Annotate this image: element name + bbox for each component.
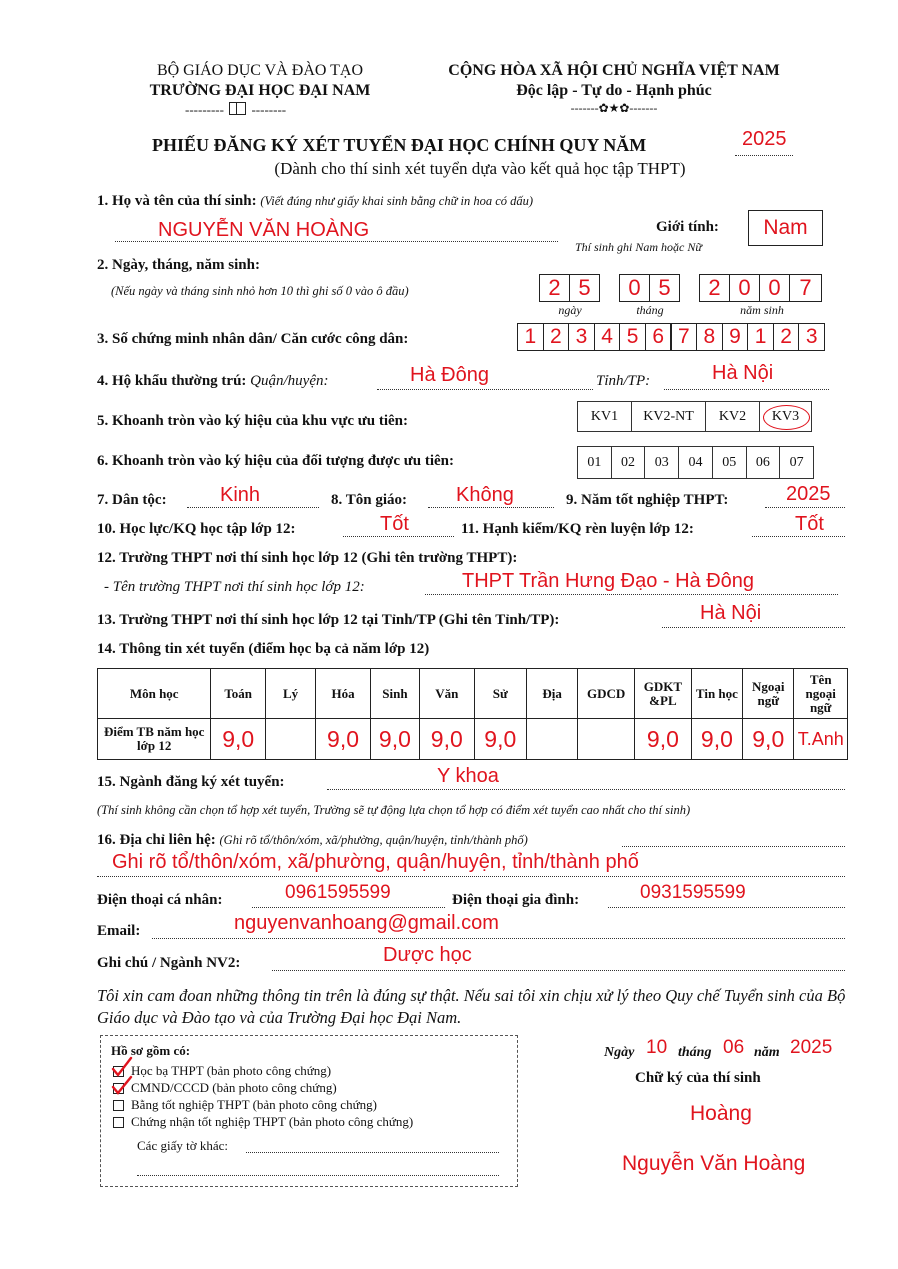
priority-object-option[interactable]: 03 [644, 446, 679, 479]
academic-result-value[interactable]: Tốt [380, 513, 409, 535]
id-digit-box[interactable]: 6 [645, 323, 672, 351]
subject-cell: Văn [420, 669, 475, 719]
high-school-value[interactable]: THPT Trần Hưng Đạo - Hà Đông [462, 570, 755, 592]
q2-hint: (Nếu ngày và tháng sinh nhỏ hơn 10 thì ghi số 0 vào ô đầu) [111, 284, 409, 298]
priority-object-option[interactable]: 04 [678, 446, 713, 479]
school-separator: --------- -------- [185, 102, 287, 117]
subject-cell: GDKT &PL [635, 669, 692, 719]
id-digit-box[interactable]: 1 [517, 323, 544, 351]
republic-name: CỘNG HÒA XÃ HỘI CHỦ NGHĨA VIỆT NAM [448, 62, 780, 79]
dossier-item: CMND/CCCD (bản photo công chứng) [131, 1080, 337, 1095]
q1-label: 1. Họ và tên của thí sinh: [97, 193, 257, 209]
score-cell[interactable] [265, 719, 315, 760]
sign-year[interactable]: 2025 [790, 1037, 833, 1058]
dossier-box [100, 1035, 518, 1187]
priority-object-option[interactable]: 07 [779, 446, 814, 479]
q9-label: 9. Năm tốt nghiệp THPT: [566, 492, 729, 508]
score-cell[interactable]: 9,0 [743, 719, 794, 760]
score-table [97, 668, 848, 760]
id-digit-box[interactable]: 3 [568, 323, 595, 351]
q12-line [425, 594, 838, 595]
email-value[interactable]: nguyenvanhoang@gmail.com [234, 912, 499, 934]
subject-cell: Tin học [691, 669, 742, 719]
school-province-value[interactable]: Hà Nội [700, 602, 762, 624]
email-line [152, 938, 845, 939]
title-year[interactable]: 2025 [742, 128, 787, 150]
province-line [664, 389, 829, 390]
id-digit-box[interactable]: 5 [619, 323, 646, 351]
score-row-label: Điểm TB năm học lớp 12 [98, 719, 211, 760]
q1-line [97, 193, 533, 210]
q2-label: 2. Ngày, tháng, năm sinh: [97, 257, 260, 273]
subject-cell: Tên ngoại ngữ [794, 669, 848, 719]
full-name-value[interactable]: NGUYỄN VĂN HOÀNG [158, 219, 370, 241]
month-caption: tháng [636, 303, 664, 317]
subject-header: Môn học [98, 669, 211, 719]
score-cell[interactable]: 9,0 [370, 719, 419, 760]
id-digit-box[interactable]: 8 [696, 323, 723, 351]
dossier-checkbox[interactable] [113, 1100, 124, 1111]
id-digit-box[interactable]: 4 [594, 323, 621, 351]
declaration-text: Tôi xin cam đoan những thông tin trên là đúng sự thật. Nếu sai tôi xin chịu xử lý theo Quy chế Tuyển sinh của Bộ Giáo dục và Đào tạo và của Trường Đại học Đại Nam. [97, 986, 846, 1027]
selected-circle-mark [763, 405, 810, 430]
subject-cell: GDCD [578, 669, 635, 719]
address-line [97, 876, 845, 877]
score-cell[interactable] [578, 719, 635, 760]
birth-month-digit[interactable]: 5 [649, 274, 680, 302]
q13-label: 13. Trường THPT nơi thí sinh học lớp 12 tại Tỉnh/TP (Ghi tên Tỉnh/TP): [97, 612, 560, 628]
q15-note: (Thí sinh không cần chọn tổ hợp xét tuyển, Trường sẽ tự động lựa chọn tổ hợp có điểm xét tuyển cao nhất cho thí sinh) [97, 803, 691, 817]
id-digit-box[interactable]: 2 [773, 323, 800, 351]
q8-label: 8. Tôn giáo: [331, 492, 407, 508]
priority-object-option[interactable]: 02 [611, 446, 646, 479]
ethnicity-value[interactable]: Kinh [220, 484, 261, 506]
id-digit-box[interactable]: 2 [543, 323, 570, 351]
birth-year-digit[interactable]: 0 [729, 274, 760, 302]
birth-year-digit[interactable]: 7 [789, 274, 822, 302]
score-cell[interactable]: 9,0 [474, 719, 526, 760]
other-docs-line [246, 1152, 499, 1153]
motto-separator: -------✿★✿------- [570, 101, 658, 115]
priority-area-kv2nt[interactable]: KV2-NT [631, 401, 706, 432]
q4-label: 4. Hộ khẩu thường trú: [97, 373, 247, 389]
subject-row [98, 669, 848, 719]
score-cell[interactable]: 9,0 [420, 719, 475, 760]
q12-sub-label: - Tên trường THPT nơi thí sinh học lớp 12: [104, 579, 365, 595]
other-docs-label: Các giấy tờ khác: [137, 1138, 228, 1153]
q12-label: 12. Trường THPT nơi thí sinh học lớp 12 (Ghi tên trường THPT): [97, 550, 518, 566]
year-caption: năm sinh [740, 303, 784, 317]
q8-line [428, 507, 554, 508]
q16-label: 16. Địa chỉ liên hệ: [97, 832, 216, 848]
dossier-item: Học bạ THPT (bản photo công chứng) [131, 1063, 332, 1078]
subject-cell: Lý [265, 669, 315, 719]
date-month-label: tháng [678, 1045, 712, 1060]
district-value[interactable]: Hà Đông [410, 364, 489, 386]
other-docs-line-2 [137, 1175, 499, 1176]
dossier-checkbox[interactable] [113, 1117, 124, 1128]
score-cell[interactable]: 9,0 [691, 719, 742, 760]
priority-area-kv3[interactable]: KV3 [759, 401, 812, 432]
subject-cell: Ngoại ngữ [743, 669, 794, 719]
major-value[interactable]: Y khoa [437, 765, 499, 787]
province-value[interactable]: Hà Nội [712, 362, 774, 384]
motto: Độc lập - Tự do - Hạnh phúc [516, 82, 712, 99]
gender-hint: Thí sinh ghi Nam hoặc Nữ [575, 240, 702, 254]
sign-day[interactable]: 10 [646, 1037, 668, 1058]
family-phone-line [608, 907, 845, 908]
title-year-line [735, 155, 793, 156]
dossier-item: Bằng tốt nghiệp THPT (bản photo công chứng) [131, 1097, 377, 1112]
id-digit-box[interactable]: 9 [722, 323, 749, 351]
score-row [98, 719, 848, 760]
q11-label: 11. Hạnh kiểm/KQ rèn luyện lớp 12: [461, 521, 694, 537]
q13-line [662, 627, 845, 628]
subject-cell: Hóa [316, 669, 371, 719]
score-cell[interactable]: 9,0 [635, 719, 692, 760]
q10-label: 10. Học lực/KQ học tập lớp 12: [97, 521, 296, 537]
subject-cell: Sinh [370, 669, 419, 719]
q16-line [97, 832, 528, 849]
q7-label: 7. Dân tộc: [97, 492, 167, 508]
gender-value[interactable]: Nam [748, 210, 823, 246]
birth-day-digit[interactable]: 5 [569, 274, 600, 302]
district-label: Quận/huyện: [250, 373, 329, 389]
conduct-value[interactable]: Tốt [795, 513, 824, 535]
birth-year-digit[interactable]: 0 [759, 274, 790, 302]
q11-line [752, 536, 845, 537]
phone-line [252, 907, 445, 908]
birth-year-digit[interactable]: 2 [699, 274, 730, 302]
score-cell[interactable]: 9,0 [316, 719, 371, 760]
q6-label: 6. Khoanh tròn vào ký hiệu của đối tượng được ưu tiên: [97, 453, 455, 469]
subject-cell: Sử [474, 669, 526, 719]
form-subtitle: (Dành cho thí sinh xét tuyển dựa vào kết quả học tập THPT) [274, 159, 686, 178]
q7-line [187, 507, 319, 508]
q9-line [765, 507, 845, 508]
q16-line-dots [622, 846, 845, 847]
school-name: TRƯỜNG ĐẠI HỌC ĐẠI NAM [149, 82, 371, 99]
q15-line [327, 789, 845, 790]
day-caption: ngày [558, 303, 582, 317]
religion-value[interactable]: Không [456, 484, 514, 506]
foreign-language-cell[interactable]: T.Anh [794, 719, 848, 760]
dossier-title: Hồ sơ gồm có: [111, 1043, 191, 1058]
dossier-item: Chứng nhận tốt nghiệp THPT (bản photo công chứng) [131, 1114, 414, 1129]
date-year-label: năm [754, 1045, 780, 1060]
q14-label: 14. Thông tin xét tuyển (điểm học bạ cả năm lớp 12) [97, 641, 430, 657]
score-cell[interactable]: 9,0 [211, 719, 266, 760]
q4-line [97, 373, 328, 390]
id-digit-box[interactable]: 1 [747, 323, 774, 351]
sign-month[interactable]: 06 [723, 1037, 745, 1058]
note-label: Ghi chú / Ngành NV2: [97, 955, 241, 971]
score-cell[interactable] [527, 719, 578, 760]
priority-area-kv1[interactable]: KV1 [577, 401, 632, 432]
checkmark-icon [109, 1055, 135, 1101]
note-value[interactable]: Dược học [383, 944, 472, 966]
q15-label: 15. Ngành đăng ký xét tuyển: [97, 774, 285, 790]
q3-label: 3. Số chứng minh nhân dân/ Căn cước công dân: [97, 331, 409, 347]
family-phone-label: Điện thoại gia đình: [452, 892, 580, 908]
q10-line [343, 536, 454, 537]
priority-object-option[interactable]: 06 [746, 446, 781, 479]
family-phone-value[interactable]: 0931595599 [640, 882, 746, 903]
address-value[interactable]: Ghi rõ tổ/thôn/xóm, xã/phường, quận/huyện, tỉnh/thành phố [112, 851, 639, 873]
id-digit-box[interactable]: 3 [798, 323, 825, 351]
book-icon [229, 102, 246, 115]
province-label: Tỉnh/TP: [596, 373, 651, 389]
q16-hint: (Ghi rõ tổ/thôn/xóm, xã/phường, quận/huyện, tỉnh/thành phố) [219, 833, 528, 847]
phone-value[interactable]: 0961595599 [285, 882, 391, 903]
form-title: PHIẾU ĐĂNG KÝ XÉT TUYỂN ĐẠI HỌC CHÍNH QUY NĂM [152, 135, 647, 155]
gender-label: Giới tính: [656, 219, 719, 235]
birth-month-digit[interactable]: 0 [619, 274, 650, 302]
signature-mark[interactable]: Hoàng [690, 1102, 752, 1125]
q5-label: 5. Khoanh tròn vào ký hiệu của khu vực ưu tiên: [97, 413, 408, 429]
district-line [377, 389, 593, 390]
signature-label: Chữ ký của thí sinh [635, 1070, 761, 1086]
subject-cell: Địa [527, 669, 578, 719]
email-label: Email: [97, 923, 141, 939]
signature-full-name[interactable]: Nguyễn Văn Hoàng [622, 1152, 806, 1175]
subject-cell: Toán [211, 669, 266, 719]
note-line [272, 970, 845, 971]
date-day-label: Ngày [604, 1045, 635, 1060]
birth-day-digit[interactable]: 2 [539, 274, 570, 302]
priority-area-kv2[interactable]: KV2 [705, 401, 760, 432]
graduation-year-value[interactable]: 2025 [786, 483, 831, 505]
q1-hint: (Viết đúng như giấy khai sinh bằng chữ in hoa có dấu) [260, 194, 534, 208]
id-digit-box[interactable]: 7 [671, 323, 698, 351]
priority-object-option[interactable]: 01 [577, 446, 612, 479]
priority-object-option[interactable]: 05 [712, 446, 747, 479]
ministry-name: BỘ GIÁO DỤC VÀ ĐÀO TẠO [156, 62, 364, 79]
phone-label: Điện thoại cá nhân: [97, 892, 223, 908]
